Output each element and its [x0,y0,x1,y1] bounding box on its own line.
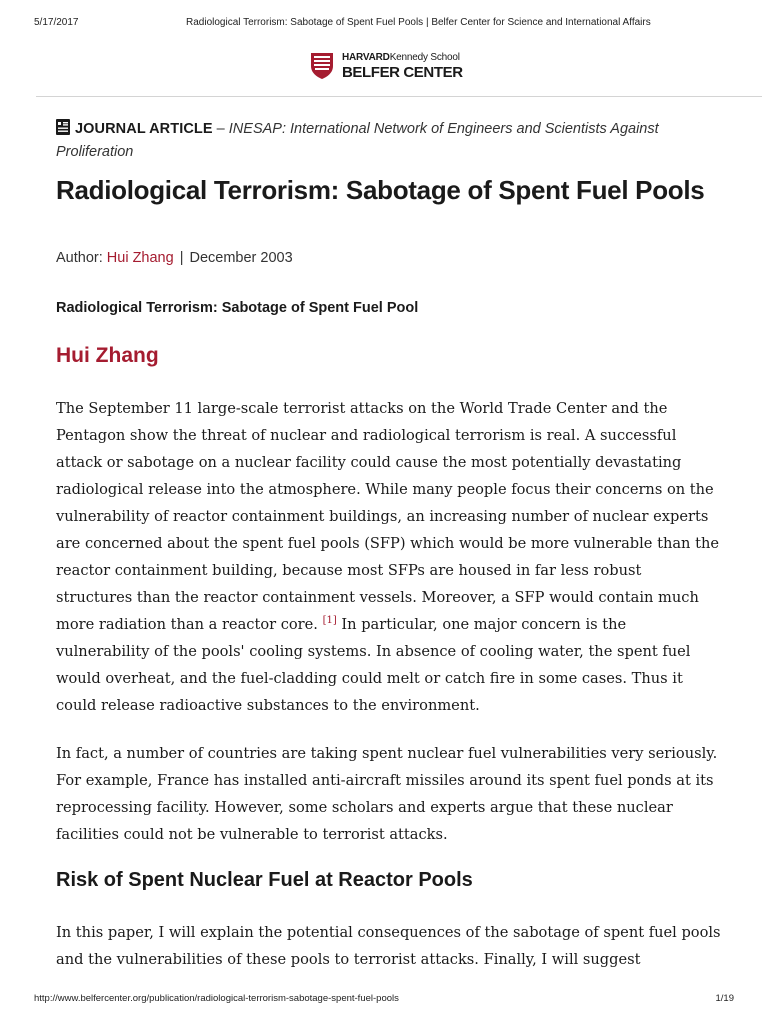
body-paragraph-2: In fact, a number of countries are taking spent nuclear fuel vulnerabilities very seriously. For example, France has installed anti-aircraft missiles around its spent fuel ponds at its reprocessing facility. However, some scholars and experts argue that these nuclear facilities could not be vulnerable to terrorist attacks. [56,745,718,843]
belfer-center-logo[interactable] [310,50,463,84]
print-page-number: 1/19 [715,993,734,1004]
author-heading: Hui Zhang [56,344,159,367]
author-prefix: Author: [56,250,107,266]
print-header [34,17,734,31]
print-date: 5/17/2017 [34,17,79,28]
author-link[interactable]: Hui Zhang [106,250,174,266]
article-source: INESAP: International Network of Engineers and Scientists Against Proliferation [56,121,659,160]
paragraph-1-part-a: The September 11 large-scale terrorist attacks on the World Trade Center and the Pentagon show the threat of nuclear and radiological terrorism is real. A successful attack or sabotage on a nuclear facility could cause the most potentially devastating radiological release into the atmosphere. While many people focus their concerns on the vulnerability of reactor containment buildings, an increasing number of nuclear experts are concerned about the spent fuel pools (SFP) which would be more vulnerable than the reactor containment building, because most SFPs are housed in far less robust structures than the reactor containment vessels. Moreover, a SFP would contain much more radiation than a reactor core. [56,400,719,633]
logo-kennedy-school: Kennedy School [389,52,460,63]
byline-separator: | [179,250,184,266]
logo-center-name: BELFER CENTER [342,64,463,81]
body-paragraph-1 [56,395,721,719]
footnote-link[interactable]: [1] [322,615,337,626]
article-type-line [56,118,736,164]
section-heading: Risk of Spent Nuclear Fuel at Reactor Pools [56,869,473,891]
print-footer [34,993,734,1007]
document-icon [56,119,70,135]
body-paragraph-3: In this paper, I will explain the potential consequences of the sabotage of spent fuel pools and the vulnerabilities of these pools to terrorist attacks. Finally, I will suggest [56,924,721,968]
logo-harvard: HARVARD [342,52,390,63]
article-type-label[interactable]: JOURNAL ARTICLE [75,121,213,137]
paragraph-1-part-b: In particular, one major concern is the vulnerability of the pools' cooling systems. In absence of cooling water, the spent fuel would overheat, and the fuel-cladding could melt or catch fire in some cases. Thus it could release radioactive substances to the environment. [56,616,691,714]
page-title: Radiological Terrorism: Sabotage of Spent Fuel Pools [56,175,705,205]
header-divider [36,96,762,97]
publication-date: December 2003 [189,250,293,266]
print-url: http://www.belfercenter.org/publication/radiological-terrorism-sabotage-spent-fuel-pools [34,993,399,1004]
article-subtitle: Radiological Terrorism: Sabotage of Spent Fuel Pool [56,300,419,316]
type-dash: – [212,121,229,137]
print-page-title: Radiological Terrorism: Sabotage of Spent Fuel Pools | Belfer Center for Science and International Affairs [186,17,651,28]
logo-school-name [342,52,460,63]
byline [56,250,293,266]
harvard-shield-icon [310,52,334,80]
